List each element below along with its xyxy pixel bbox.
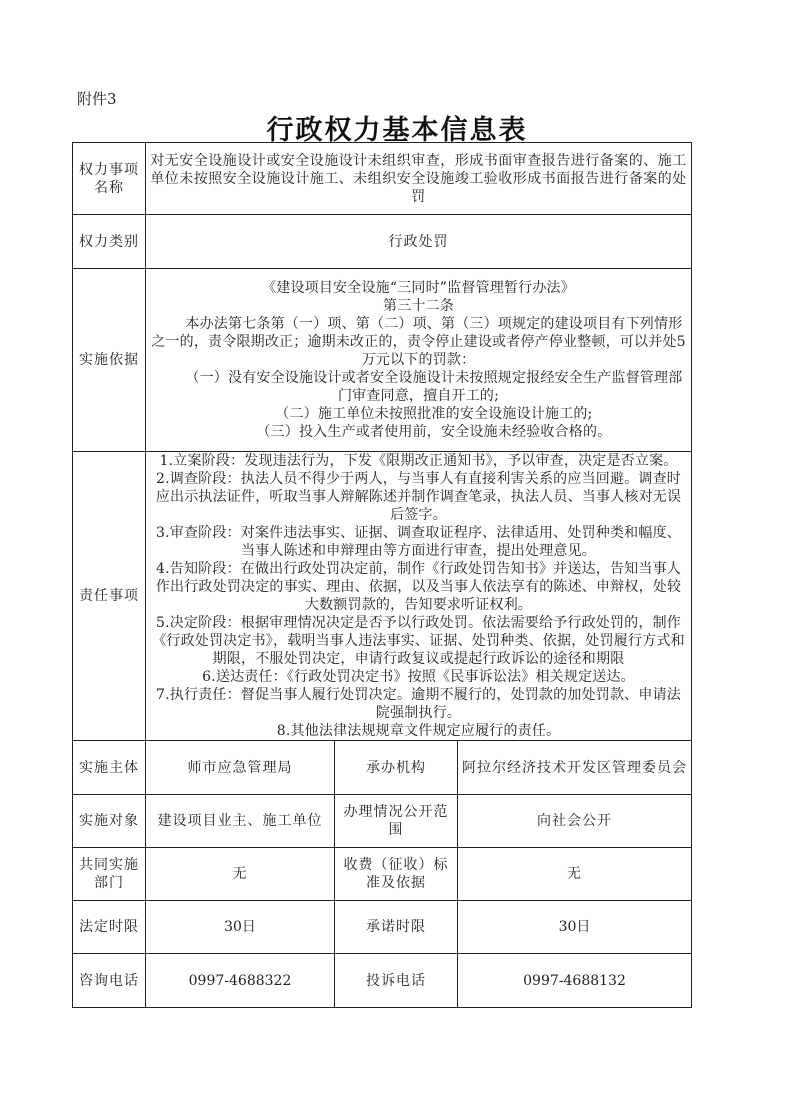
responsibility-line: 4.告知阶段：在做出行政处罚决定前，制作《行政处罚告知书》并送达，告知当事人作出行政处罚决定的事实、理由、依据，以及当事人依法享有的陈述、申辩权，处较大数额罚款的，告知要求听证权利。 xyxy=(155,561,682,613)
basis-line: （二）施工单位未按照批准的安全设施设计施工的; xyxy=(275,406,593,422)
promise-time-value: 30日 xyxy=(458,901,692,954)
row-joint xyxy=(73,848,692,901)
row-subject xyxy=(73,741,692,795)
complaint-phone-label: 投诉电话 xyxy=(335,954,458,1008)
fee-value: 无 xyxy=(458,848,692,901)
basis-line: （三）投入生产或者使用前，安全设施未经验收合格的。 xyxy=(256,424,612,440)
row-power-type xyxy=(73,215,692,269)
disclosure-value: 向社会公开 xyxy=(458,795,692,848)
row-power-name xyxy=(73,143,692,215)
subject-label: 实施主体 xyxy=(73,741,146,795)
joint-label: 共同实施部门 xyxy=(73,848,146,901)
basis-line: （一）没有安全设施设计或者安全设施设计未按照规定报经安全生产监督管理部门审查同意，擅自开工的; xyxy=(185,370,683,404)
basis-line: 《建设项目安全设施“三同时”监督管理暂行办法》 xyxy=(262,280,575,296)
basis-value xyxy=(146,269,692,452)
info-table xyxy=(72,142,692,1008)
legal-time-value: 30日 xyxy=(146,901,335,954)
legal-time-label: 法定时限 xyxy=(73,901,146,954)
basis-line: 本办法第七条第（一）项、第（二）项、第（三）项规定的建设项目有下列情形之一的，责令限期改正；逾期未改正的，责令停止建设或者停产停业整顿，可以并处5万元以下的罚款： xyxy=(151,316,686,368)
row-target xyxy=(73,795,692,848)
row-phone xyxy=(73,954,692,1008)
agency-value: 阿拉尔经济技术开发区管理委员会 xyxy=(458,741,692,795)
joint-value: 无 xyxy=(146,848,335,901)
promise-time-label: 承诺时限 xyxy=(335,901,458,954)
row-basis xyxy=(73,269,692,452)
responsibility-line: 7.执行责任：督促当事人履行处罚决定。逾期不履行的，处罚款的加处罚款、申请法院强制执行。 xyxy=(156,687,681,721)
attachment-label: 附件3 xyxy=(77,90,117,108)
subject-value: 师市应急管理局 xyxy=(146,741,335,795)
fee-label: 收费（征收）标准及依据 xyxy=(335,848,458,901)
responsibility-value xyxy=(146,452,692,741)
basis-label: 实施依据 xyxy=(73,269,146,452)
responsibility-line: 3.审查阶段：对案件违法事实、证据、调查取证程序、法律适用、处罚种类和幅度、当事人陈述和申辩理由等方面进行审查，提出处理意见。 xyxy=(156,525,681,559)
responsibility-line: 5.决定阶段：根据审理情况决定是否予以行政处罚。依法需要给予行政处罚的，制作《行政处罚决定书》，载明当事人违法事实、证据、处罚种类、依据，处罚履行方式和期限，不服处罚决定，申请行政复议或提起行政诉讼的途径和期限 xyxy=(152,615,685,667)
disclosure-label: 办理情况公开范围 xyxy=(335,795,458,848)
power-type-value: 行政处罚 xyxy=(146,215,692,269)
target-label: 实施对象 xyxy=(73,795,146,848)
responsibility-line: 8.其他法律法规规章文件规定应履行的责任。 xyxy=(276,723,561,739)
consult-phone-label: 咨询电话 xyxy=(73,954,146,1008)
basis-line: 第三十二条 xyxy=(383,298,454,314)
power-type-label: 权力类别 xyxy=(73,215,146,269)
responsibility-label: 责任事项 xyxy=(73,452,146,741)
consult-phone-value: 0997-4688322 xyxy=(146,954,335,1008)
responsibility-line: 1.立案阶段：发现违法行为，下发《限期改正通知书》，予以审查，决定是否立案。 xyxy=(159,453,678,469)
row-time-limit xyxy=(73,901,692,954)
responsibility-line: 2.调查阶段：执法人员不得少于两人，与当事人有直接利害关系的应当回避。调查时应出示执法证件，听取当事人辩解陈述并制作调查笔录，执法人员、当事人核对无误后签字。 xyxy=(155,471,682,523)
responsibility-line: 6.送达责任：《行政处罚决定书》按照《民事诉讼法》相关规定送达。 xyxy=(202,669,635,685)
complaint-phone-value: 0997-4688132 xyxy=(458,954,692,1008)
row-responsibility xyxy=(73,452,692,741)
agency-label: 承办机构 xyxy=(335,741,458,795)
page-title: 行政权力基本信息表 xyxy=(266,115,528,146)
power-name-value: 对无安全设施设计或安全设施设计未组织审查，形成书面审查报告进行备案的、施工单位未按照安全设施设计施工、未组织安全设施竣工验收形成书面报告进行备案的处罚 xyxy=(146,143,692,215)
power-name-label: 权力事项名称 xyxy=(73,143,146,215)
target-value: 建设项目业主、施工单位 xyxy=(146,795,335,848)
